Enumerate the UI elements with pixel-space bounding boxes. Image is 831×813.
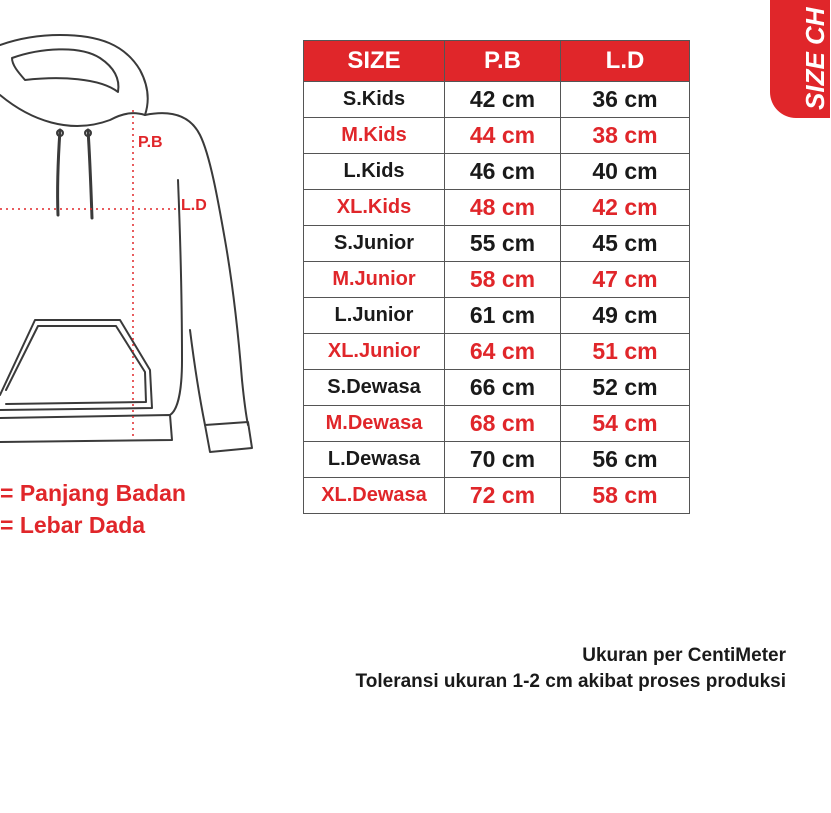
pb-label: P.B bbox=[138, 134, 163, 151]
size-cell: XL.Dewasa bbox=[304, 478, 445, 514]
size-chart-badge bbox=[770, 0, 830, 118]
size-cell: M.Dewasa bbox=[304, 406, 445, 442]
table-row bbox=[304, 82, 690, 118]
size-table bbox=[303, 40, 690, 514]
size-cell: M.Junior bbox=[304, 262, 445, 298]
pb-cell: 55 cm bbox=[445, 226, 561, 262]
ld-cell: 49 cm bbox=[561, 298, 690, 334]
pb-cell: 70 cm bbox=[445, 442, 561, 478]
pb-cell: 61 cm bbox=[445, 298, 561, 334]
ld-cell: 52 cm bbox=[561, 370, 690, 406]
size-cell: L.Junior bbox=[304, 298, 445, 334]
table-row bbox=[304, 262, 690, 298]
table-row bbox=[304, 442, 690, 478]
pb-cell: 42 cm bbox=[445, 82, 561, 118]
table-row bbox=[304, 406, 690, 442]
unit-note: Ukuran per CentiMeter bbox=[582, 645, 786, 666]
size-cell: XL.Junior bbox=[304, 334, 445, 370]
size-cell: S.Junior bbox=[304, 226, 445, 262]
table-row bbox=[304, 154, 690, 190]
size-cell: L.Dewasa bbox=[304, 442, 445, 478]
ld-cell: 51 cm bbox=[561, 334, 690, 370]
ld-cell: 58 cm bbox=[561, 478, 690, 514]
table-row bbox=[304, 334, 690, 370]
table-row bbox=[304, 226, 690, 262]
table-row bbox=[304, 118, 690, 154]
header-pb: P.B bbox=[445, 41, 561, 82]
legend-panjang-badan: = Panjang Badan bbox=[0, 480, 186, 506]
tolerance-note: Toleransi ukuran 1-2 cm akibat proses produksi bbox=[355, 671, 786, 692]
pb-cell: 68 cm bbox=[445, 406, 561, 442]
header-size: SIZE bbox=[304, 41, 445, 82]
legend-lebar-dada: = Lebar Dada bbox=[0, 512, 146, 538]
size-cell: M.Kids bbox=[304, 118, 445, 154]
size-chart-badge-text: SIZE CH bbox=[800, 7, 830, 110]
table-row bbox=[304, 190, 690, 226]
table-row bbox=[304, 298, 690, 334]
ld-cell: 56 cm bbox=[561, 442, 690, 478]
pb-cell: 58 cm bbox=[445, 262, 561, 298]
ld-cell: 40 cm bbox=[561, 154, 690, 190]
ld-cell: 36 cm bbox=[561, 82, 690, 118]
table-row bbox=[304, 370, 690, 406]
pb-cell: 66 cm bbox=[445, 370, 561, 406]
ld-cell: 42 cm bbox=[561, 190, 690, 226]
pb-cell: 72 cm bbox=[445, 478, 561, 514]
pb-cell: 44 cm bbox=[445, 118, 561, 154]
hoodie-illustration bbox=[0, 0, 300, 470]
pb-cell: 46 cm bbox=[445, 154, 561, 190]
table-row bbox=[304, 478, 690, 514]
table-header-row bbox=[304, 41, 690, 82]
size-cell: S.Dewasa bbox=[304, 370, 445, 406]
ld-cell: 54 cm bbox=[561, 406, 690, 442]
ld-cell: 45 cm bbox=[561, 226, 690, 262]
size-cell: S.Kids bbox=[304, 82, 445, 118]
header-ld: L.D bbox=[561, 41, 690, 82]
ld-label: L.D bbox=[181, 197, 207, 214]
ld-cell: 38 cm bbox=[561, 118, 690, 154]
size-cell: L.Kids bbox=[304, 154, 445, 190]
ld-cell: 47 cm bbox=[561, 262, 690, 298]
size-cell: XL.Kids bbox=[304, 190, 445, 226]
pb-cell: 64 cm bbox=[445, 334, 561, 370]
pb-cell: 48 cm bbox=[445, 190, 561, 226]
